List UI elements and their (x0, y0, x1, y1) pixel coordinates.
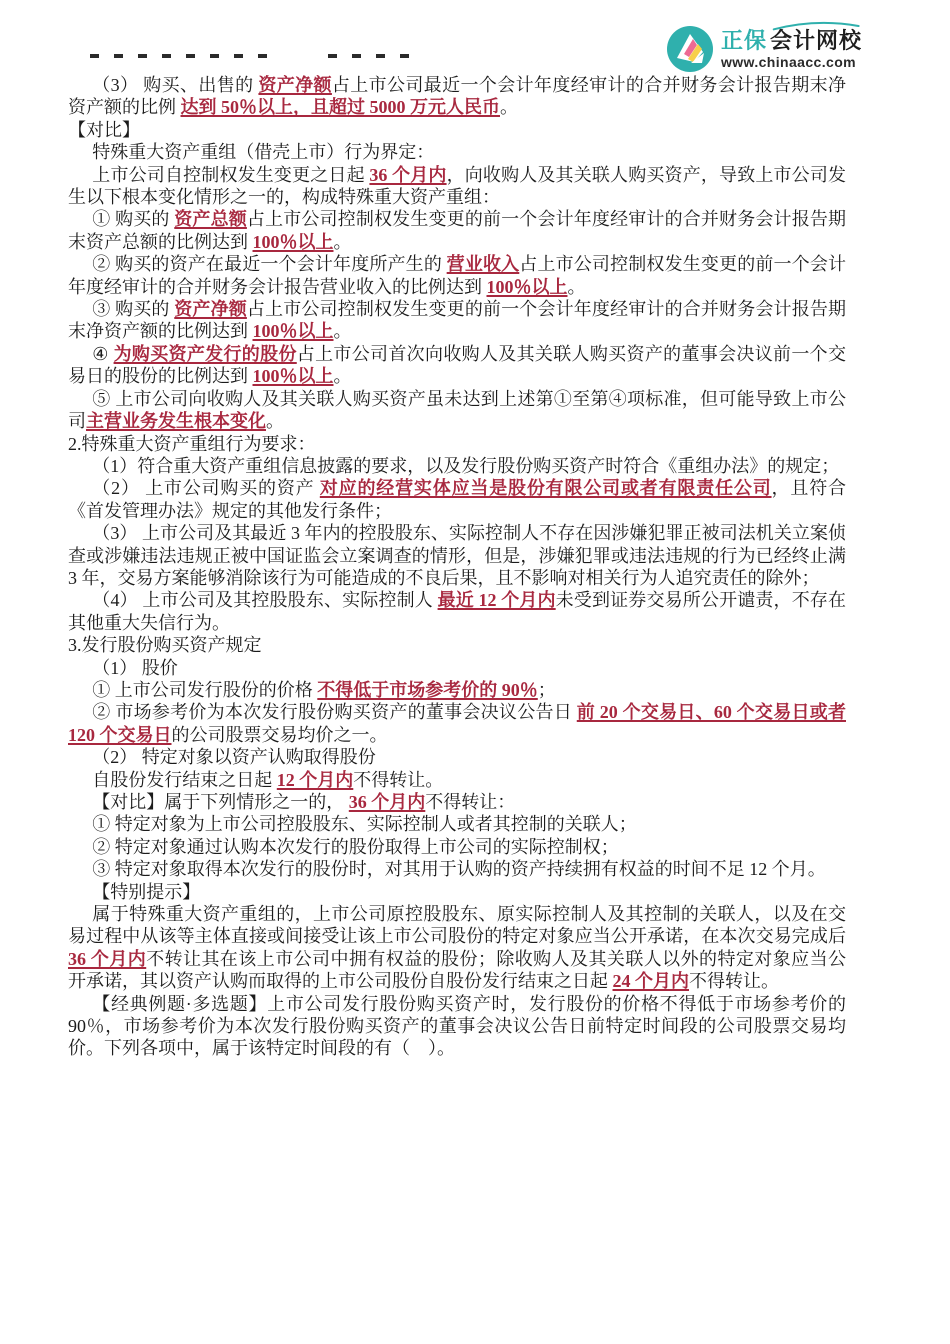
document-body (68, 74, 846, 1060)
text-segment: 【对比】 (68, 119, 140, 140)
text-segment: 的公司股票交易均价之一。 (171, 724, 388, 745)
paragraph (68, 634, 846, 656)
highlighted-text: 资产总额 (174, 209, 247, 230)
text-segment: 占上市公司控制权发生变更的前一个会计年度经审计的合并财务会计报告营业收入的比例达到 (68, 254, 847, 297)
highlighted-text: 主营业务发生根本变化 (86, 411, 266, 432)
text-segment: （4） 上市公司及其控股股东、实际控制人 (92, 590, 438, 611)
text-segment: ② 购买的资产在最近一个会计年度所产生的 (92, 254, 447, 275)
text-segment: 。 (333, 366, 352, 387)
text-segment: ； (537, 679, 556, 700)
text-segment: ② 市场参考价为本次发行股份购买资产的董事会决议公告日 (92, 702, 577, 723)
brand-name-accent: 正保 (720, 27, 767, 53)
text-segment: ② 特定对象通过认购本次发行的股份取得上市公司的实际控制权； (92, 836, 619, 857)
highlighted-text: 100％以上 (252, 231, 334, 252)
highlighted-text: 前 20 个交易日、60 个交易日或者 120 个交易日 (68, 702, 846, 745)
paragraph (68, 903, 846, 993)
text-segment: 。 (333, 321, 352, 342)
paragraph (68, 74, 846, 119)
paragraph (68, 881, 846, 903)
paragraph (68, 858, 846, 880)
paragraph (68, 679, 846, 701)
highlighted-text: 达到 50％以上，且超过 5000 万元人民币 (180, 97, 500, 118)
text-segment: ① 购买的 (92, 209, 175, 230)
text-segment: 属于特殊重大资产重组的，上市公司原控股股东、原实际控制人及其控制的关联人，以及在交易过程中从该等主体直接或间接受让该上市公司股份的特定对象应当公开承诺，在本次交易完成后 (68, 904, 846, 947)
swoosh-icon (772, 21, 860, 31)
highlighted-text: 36 个月内 (369, 164, 447, 185)
text-segment: ① 特定对象为上市公司控股股东、实际控制人或者其控制的关联人； (92, 814, 637, 835)
text-segment: 占上市公司最近一个会计年度经审计的合并财务会计报告期末净资产额的比例 (68, 75, 847, 118)
paragraph (68, 746, 846, 768)
paragraph (68, 477, 846, 522)
text-segment: 【经典例题·多选题】上市公司发行股份购买资产时，发行股份的价格不得低于市场参考价的 90％，市场参考价为本次发行股份购买资产的董事会决议公告日前特定时间段的公司股票交易均价。下列各项中，属于该特定时间段的有（ ）。 (68, 993, 846, 1059)
text-segment: 3.发行股份购买资产规定 (68, 635, 262, 656)
paragraph (68, 433, 846, 455)
highlighted-text: 100％以上 (252, 321, 334, 342)
highlighted-text: 资产净额 (258, 75, 332, 95)
text-segment: 2.特殊重大资产重组行为要求： (68, 433, 316, 454)
paragraph (68, 701, 846, 746)
paragraph (68, 298, 846, 343)
clipped-fragment (328, 54, 420, 58)
highlighted-text: 最近 12 个月内 (437, 590, 556, 611)
paragraph (68, 253, 846, 298)
text-segment: 不得转让。 (689, 971, 779, 992)
highlighted-text: 24 个月内 (612, 971, 689, 992)
text-segment: 占上市公司首次向收购人及其关联人购买资产的董事会决议前一个交易日的股份的比例达到 (68, 343, 847, 387)
brand-name-rest: 会计网校 (769, 27, 862, 53)
brand-name (720, 27, 862, 53)
text-segment: ⑤ 上市公司向收购人及其关联人购买资产虽未达到上述第①至第④项标准，但可能导致上市公司 (68, 388, 846, 432)
text-segment: 。 (567, 276, 586, 297)
text-segment: 特殊重大资产重组（借壳上市）行为界定： (92, 142, 435, 163)
text-segment: 。 (500, 97, 518, 118)
paragraph (68, 657, 846, 679)
text-segment: ，向收购人及其关联人购买资产，导致上市公司发生以下根本变化情形之一的，构成特殊重大资产重组： (68, 164, 847, 208)
text-segment: 。 (266, 411, 284, 432)
text-segment: ③ 购买的 (92, 299, 175, 320)
clipped-text-fragments (90, 54, 420, 58)
highlighted-text: 12 个月内 (276, 769, 354, 790)
text-segment: 不得转让。 (353, 769, 444, 790)
text-segment: 【特别提示】 (92, 881, 201, 902)
brand-url: www.chinaacc.com (720, 53, 857, 70)
text-segment: ，且符合《首发管理办法》规定的其他发行条件； (68, 478, 847, 521)
paragraph (68, 791, 846, 813)
text-segment: ③ 特定对象取得本次发行的股份时，对其用于认购的资产持续拥有权益的时间不足 12 个月。 (92, 859, 826, 880)
text-segment: 。 (333, 231, 352, 252)
brand-logo (667, 26, 862, 72)
paragraph (68, 836, 846, 858)
text-segment: （1） 股价 (92, 657, 178, 678)
paragraph (68, 455, 846, 477)
paragraph (68, 119, 846, 141)
paragraph (68, 388, 846, 433)
text-segment: 自股份发行结束之日起 (92, 769, 277, 790)
highlighted-text: 36 个月内 (68, 948, 147, 969)
text-segment: （2） 上市公司购买的资产 (92, 478, 320, 499)
highlighted-text: 100％以上 (252, 366, 334, 387)
highlighted-text: 36 个月内 (348, 792, 426, 812)
paragraph (68, 589, 846, 634)
paragraph (68, 813, 846, 835)
text-segment: 占上市公司控制权发生变更的前一个会计年度经审计的合并财务会计报告期末净资产额的比例达到 (68, 299, 847, 342)
text-segment: 【对比】属于下列情形之一的， (92, 792, 349, 812)
text-segment: （1）符合重大资产重组信息披露的要求，以及发行股份购买资产时符合《重组办法》的规定； (92, 455, 840, 476)
text-segment: 占上市公司控制权发生变更的前一个会计年度经审计的合并财务会计报告期末资产总额的比例达到 (68, 209, 847, 252)
text-segment: 不得转让： (425, 792, 516, 812)
text-segment: （3） 购买、出售的 (92, 75, 259, 95)
paragraph (68, 993, 846, 1060)
text-segment: ④ (92, 343, 114, 364)
paragraph (68, 141, 846, 163)
text-segment: （2） 特定对象以资产认购取得股份 (92, 747, 376, 768)
highlighted-text: 100％以上 (486, 276, 568, 297)
chinaacc-logo-icon (667, 26, 713, 72)
text-segment: 上市公司自控制权发生变更之日起 (92, 164, 370, 185)
highlighted-text: 资产净额 (174, 299, 247, 320)
text-segment: 未受到证券交易所公开谴责，不存在其他重大失信行为。 (68, 590, 847, 633)
paragraph (68, 164, 846, 209)
text-segment: （3） 上市公司及其最近 3 年内的控股股东、实际控制人不存在因涉嫌犯罪正被司法机关立案侦查或涉嫌违法违规正被中国证监会立案调查的情形，但是，涉嫌犯罪或违法违规的行为已经终止满 3 年，交易方案能够消除该行为可能造成的不良后果，且不影响对相关行为人追究责任的除外； (68, 523, 846, 588)
clipped-fragment (90, 54, 270, 58)
highlighted-text: 对应的经营实体应当是股份有限公司或者有限责任公司 (319, 478, 772, 499)
paragraph (68, 769, 846, 791)
text-segment: 不转让其在该上市公司中拥有权益的股份；除收购人及其关联人以外的特定对象应当公开承诺，其以资产认购而取得的上市公司股份自股份发行结束之日起 (68, 948, 847, 992)
paragraph (68, 343, 846, 388)
highlighted-text: 营业收入 (446, 254, 520, 275)
paragraph (68, 208, 846, 253)
text-segment: ① 上市公司发行股份的价格 (92, 679, 318, 700)
highlighted-text: 不得低于市场参考价的 90％ (317, 679, 538, 700)
highlighted-text: 为购买资产发行的股份 (113, 343, 297, 364)
paragraph (68, 522, 846, 589)
